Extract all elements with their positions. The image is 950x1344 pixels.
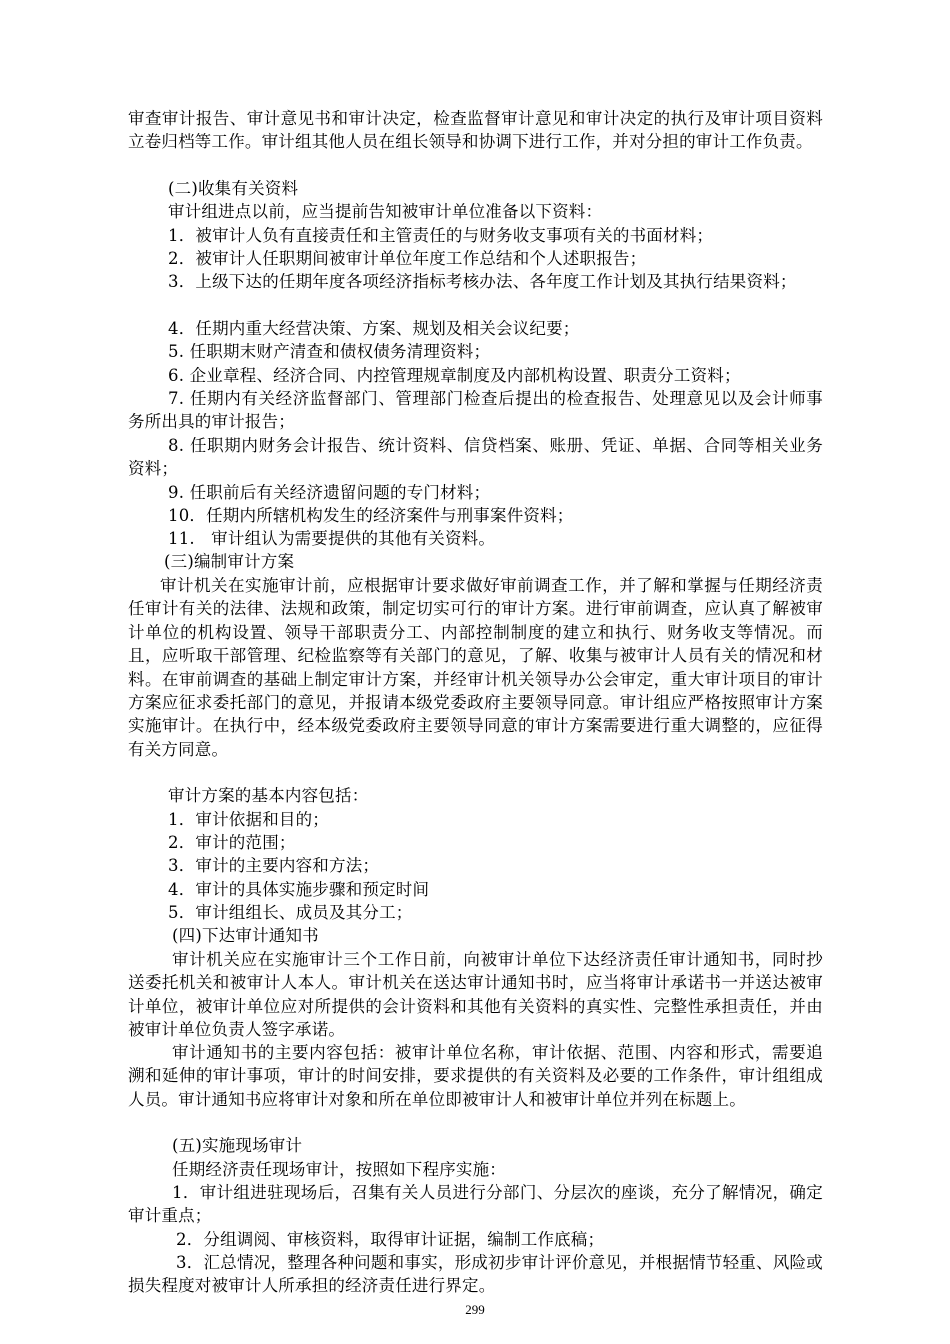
list-item-plan-2: 2．审计的范围； [168,833,296,852]
paragraph-onsite-intro: 任期经济责任现场审计，按照如下程序实施： [172,1160,506,1179]
section-heading-4: (四)下达审计通知书 [172,926,319,945]
list-item-material-10: 10．任期内所辖机构发生的经济案件与刑事案件资料； [168,506,574,525]
list-item-material-5: 5. 任职期末财产清查和债权债务清理资料； [168,342,491,361]
list-item-plan-3: 3．审计的主要内容和方法； [168,856,380,875]
section-heading-2: (二)收集有关资料 [168,179,299,198]
list-item-material-7: 7. 任期内有关经济监督部门、管理部门检查后提出的检查报告、处理意见以及会计师事务所出具的审计报告； [128,389,823,432]
page-number: 299 [465,1302,485,1317]
list-item-plan-5: 5．审计组组长、成员及其分工； [168,903,413,922]
section-heading-5: (五)实施现场审计 [172,1136,303,1155]
paragraph-plan-contents-intro: 审计方案的基本内容包括： [168,786,369,805]
list-item-plan-1: 1．审计依据和目的； [168,810,329,829]
paragraph-1: 审查审计报告、审计意见书和审计决定，检查监督审计意见和审计决定的执行及审计项目资料立卷归档等工作。审计组其他人员在组长领导和协调下进行工作，并对分担的审计工作负责。 [128,109,823,152]
list-item-plan-4: 4．审计的具体实施步骤和预定时间 [168,880,430,899]
list-item-onsite-3: 3．汇总情况，整理各种问题和事实，形成初步审计评价意见，并根据情节轻重、风险或损失程度对被审计人所承担的经济责任进行界定。 [128,1253,823,1296]
list-item-onsite-2: 2．分组调阅、审核资料，取得审计证据，编制工作底稿； [176,1230,605,1249]
paragraph-notice-delivery: 审计机关应在实施审计三个工作日前，向被审计单位下达经济责任审计通知书，同时抄送委托机关和被审计人本人。审计机关在送达审计通知书时，应当将审计承诺书一并送达被审计单位，被审计单位应对所提供的会计资料和其他有关资料的真实性、完整性承担责任，并由被审计单位负责人签字承诺。 [128,950,823,1040]
list-item-material-4: 4．任期内重大经营决策、方案、规划及相关会议纪要； [168,319,580,338]
list-item-material-1: 1．被审计人负有直接责任和主管责任的与财务收支事项有关的书面材料； [168,226,714,245]
list-item-material-11: 11. 审计组认为需要提供的其他有关资料。 [168,529,496,548]
list-item-onsite-1: 1．审计组进驻现场后，召集有关人员进行分部门、分层次的座谈，充分了解情况，确定审计重点； [128,1183,823,1226]
list-item-material-2: 2．被审计人任职期间被审计单位年度工作总结和个人述职报告； [168,249,647,268]
paragraph-audit-plan: 审计机关在实施审计前，应根据审计要求做好审前调查工作，并了解和掌握与任期经济责任审计有关的法律、法规和政策，制定切实可行的审计方案。进行审前调查，应认真了解被审计单位的机构设置、领导干部职责分工、内部控制制度的建立和执行、财务收支等情况。而且，应听取干部管理、纪检监察等有关部门的意见，了解、收集与被审计人员有关的情况和材料。在审前调查的基础上制定审计方案，并经审计机关领导办公会审定，重大审计项目的审计方案应征求委托部门的意见，并报请本级党委政府主要领导同意。审计组应严格按照审计方案实施审计。在执行中，经本级党委政府主要领导同意的审计方案需要进行重大调整的，应征得有关方同意。 [128,576,823,759]
list-item-material-3: 3．上级下达的任期年度各项经济指标考核办法、各年度工作计划及其执行结果资料； [168,272,797,291]
list-item-material-9: 9. 任职前后有关经济遗留问题的专门材料； [168,483,491,502]
paragraph-intro-materials: 审计组进点以前，应当提前告知被审计单位准备以下资料： [168,202,603,221]
list-item-material-8: 8. 任职期内财务会计报告、统计资料、信贷档案、账册、凭证、单据、合同等相关业务资料； [128,436,823,479]
list-item-material-6: 6. 企业章程、经济合同、内控管理规章制度及内部机构设置、职责分工资料； [168,366,741,385]
paragraph-notice-contents: 审计通知书的主要内容包括：被审计单位名称，审计依据、范围、内容和形式，需要追溯和延伸的审计事项，审计的时间安排，要求提供的有关资料及必要的工作条件，审计组组成人员。审计通知书应将审计对象和所在单位即被审计人和被审计单位并列在标题上。 [128,1043,823,1109]
section-heading-3: (三)编制审计方案 [164,552,295,571]
